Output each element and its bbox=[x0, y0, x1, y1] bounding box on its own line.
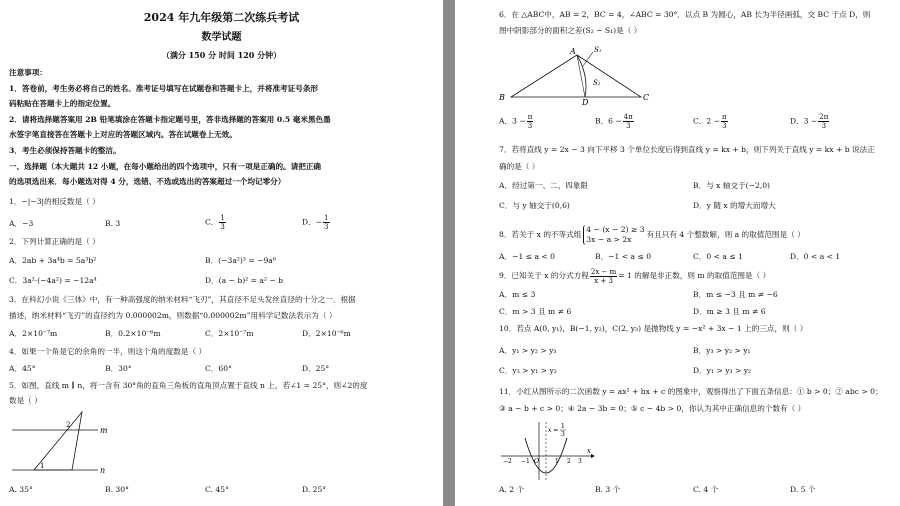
q8-inequality-1: 4 − (x − 2) ≥ 3 bbox=[586, 225, 645, 234]
q5-option-a: A. 35° bbox=[9, 485, 33, 494]
q5-option-c: C. 45° bbox=[205, 485, 229, 494]
segment-ad bbox=[577, 55, 585, 97]
q8-inequality-2: 3x − a > 2x bbox=[586, 235, 632, 244]
tick-1: 1 bbox=[555, 458, 559, 465]
triangle-abc bbox=[511, 55, 641, 97]
symmetry-den: 3 bbox=[561, 431, 565, 438]
tick-3: 3 bbox=[578, 458, 582, 465]
q5-stem-2: 数是（ ） bbox=[9, 396, 42, 405]
q8-stem: 8．若关于 x 的不等式组 4 − (x − 2) ≥ 3 3x − a > 2x 有且只有 4 个整数解，则 a 的取值范围是（ ） bbox=[499, 225, 805, 244]
q6-stem-1: 6．在 △ABC中，AB = 2，BC = 4，∠ABC = 30°．以点 B 为圆心，AB 长为半径画弧，交 BC 于点 D，则 bbox=[499, 10, 871, 19]
notice-1a: 1．答卷前，考生务必将自己的姓名、准考证号填写在试题卷和答题卡上，并将准考证号条形 bbox=[9, 84, 319, 93]
q10-option-a: A．y₁ > y₂ > y₃ bbox=[499, 346, 557, 355]
q11-stem-1: 11．小红从图所示的二次函数 y = ax² + bx + c 的图象中，观察得出了下面五条信息：① b > 0；② abc > 0； bbox=[499, 387, 883, 396]
q6-option-d: D．3 − $\frac{2\pi}{3}$ bbox=[790, 113, 829, 130]
q1-option-c: C． $\frac{1}{3}$ bbox=[205, 214, 225, 231]
symmetry-num: 1 bbox=[561, 423, 565, 430]
tick-minus-2: −2 bbox=[503, 458, 512, 465]
label-angle-2: 2 bbox=[66, 421, 71, 429]
q2-option-c: C．3a²·(−4a²) = −12a⁴ bbox=[9, 276, 97, 285]
section-heading-a: 一、选择题（本大题共 12 小题，在每小题给出的四个选项中，只有一项是正确的。请把正确 bbox=[9, 162, 322, 171]
notice-3: 3．考生必须保持答题卡的整洁。 bbox=[9, 146, 121, 155]
q1-option-a: A．−3 bbox=[9, 219, 34, 228]
q9-stem: 9．已知关于 x 的分式方程 $\frac{2x - m}{x + 3}$ = 1 的解是非正数，则 m 的取值范围是（ ） bbox=[499, 267, 771, 285]
q9-option-c: C．m > 3 且 m ≠ 6 bbox=[499, 307, 572, 316]
label-n: n bbox=[100, 466, 106, 475]
q3-option-b: B．0.2×10⁻⁶m bbox=[105, 329, 161, 338]
q8-option-c: C．0 < a ≤ 1 bbox=[693, 252, 743, 261]
label-B: B bbox=[499, 93, 505, 102]
exam-subject: 数学试题 bbox=[201, 32, 242, 43]
q7-option-a: A．经过第一、二、四象限 bbox=[499, 181, 589, 190]
notice-2a: 2．请将选择题答案用 2B 铅笔填涂在答题卡指定题号里，答非选择题的答案用 0.5 毫米黑色墨 bbox=[9, 115, 331, 124]
q10-option-d: D．y₁ > y₃ > y₂ bbox=[693, 366, 752, 375]
q7-stem-1: 7．若将直线 y = 2x − 3 向下平移 3 个单位长度后得到直线 y = kx + b，则下列关于直线 y = kx + b 说法正 bbox=[499, 145, 875, 154]
q4-option-c: C．60° bbox=[205, 364, 232, 373]
q2-option-d: D．(a − b)² = a² − b bbox=[205, 276, 284, 285]
q11-option-a: A. 2 个 bbox=[499, 485, 525, 494]
q9-option-b: B．m ≤ −3 且 m ≠ −6 bbox=[693, 290, 778, 299]
tick-origin: O bbox=[534, 458, 539, 465]
q7-option-d: D．y 随 x 的增大而增大 bbox=[693, 201, 776, 210]
exam-page-left bbox=[0, 0, 443, 506]
exam-meta: （满分 150 分 时间 120 分钟） bbox=[161, 50, 282, 60]
label-S2: S₂ bbox=[593, 79, 601, 87]
label-angle-1: 1 bbox=[40, 462, 45, 470]
q6-option-c: C．2 − $\frac{\pi}{3}$ bbox=[693, 113, 727, 130]
q5-option-b: B. 30° bbox=[105, 485, 129, 494]
tick-minus-1: −1 bbox=[521, 458, 530, 465]
q2-option-b: B．(−3a²)³ = −9a⁶ bbox=[205, 256, 276, 265]
q5-figure bbox=[12, 408, 112, 478]
q2-stem: 2．下列计算正确的是（ ） bbox=[9, 237, 100, 246]
label-m: m bbox=[100, 426, 108, 435]
q9-option-a: A．m ≤ 3 bbox=[499, 290, 536, 299]
q6-option-a: A．3 − $\frac{\pi}{3}$ bbox=[499, 113, 533, 130]
label-S1: S₁ bbox=[594, 46, 602, 54]
q7-option-b: B．与 x 轴交于(−2,0) bbox=[693, 181, 771, 190]
q4-option-d: D．25° bbox=[302, 364, 330, 373]
q6-figure bbox=[497, 40, 657, 106]
exam-page-right bbox=[455, 0, 900, 506]
q1-option-b: B. 3 bbox=[105, 219, 121, 228]
q1-stem: 1．−|−3|的相反数是（ ） bbox=[9, 197, 100, 206]
q11-figure bbox=[499, 418, 599, 482]
q10-option-c: C．y₃ > y₁ > y₂ bbox=[499, 366, 557, 375]
q8-option-a: A．−1 ≤ a < 0 bbox=[499, 252, 556, 261]
q8-option-b: B．−1 < a ≤ 0 bbox=[595, 252, 652, 261]
q9-option-d: D．m ≥ 3 且 m ≠ 6 bbox=[693, 307, 766, 316]
pointer-s1 bbox=[583, 52, 593, 66]
label-D: D bbox=[582, 98, 589, 106]
exam-title: 2024 年九年级第二次练兵考试 bbox=[143, 11, 300, 24]
q7-stem-2: 确的是（ ） bbox=[499, 162, 540, 171]
q4-stem: 4．如果一个角是它的余角的一半，则这个角的度数是（ ） bbox=[9, 347, 207, 356]
q6-option-b: B．6 − $\frac{4\pi}{3}$ bbox=[595, 113, 633, 130]
label-C: C bbox=[643, 93, 650, 102]
notice-2b: 水签字笔直接答在答题卡上对应的答题区域内。答在试题卷上无效。 bbox=[9, 130, 237, 139]
q11-option-d: D. 5 个 bbox=[790, 485, 816, 494]
q5-option-d: D. 25° bbox=[302, 485, 327, 494]
q8-option-d: D．0 < a < 1 bbox=[790, 252, 841, 261]
q3-option-a: A．2×10⁻⁷m bbox=[9, 329, 58, 338]
q3-stem-1: 3．在科幻小说《三体》中，有一种高强度的纳米材料“飞刃”，其直径不足头发丝直径的十分之一．根据 bbox=[9, 295, 356, 304]
label-A: A bbox=[570, 47, 576, 56]
q3-option-d: D．2×10⁻⁶m bbox=[302, 329, 351, 338]
q5-stem-1: 5．如图，直线 m ∥ n，将一含有 30°角的直角三角板的直角顶点置于直线 n 上，若∠1 = 25°，则∠2的度 bbox=[9, 381, 368, 390]
q11-option-c: C. 4 个 bbox=[693, 485, 719, 494]
q7-option-c: C．与 y 轴交于(0,6) bbox=[499, 201, 570, 210]
symmetry-label: x = bbox=[548, 427, 559, 434]
q11-option-b: B. 3 个 bbox=[595, 485, 621, 494]
section-heading-b: 的选项选出来．每小题选对得 4 分，选错、不选或选出的答案超过一个均记零分） bbox=[9, 177, 286, 186]
x-axis-arrow bbox=[591, 454, 595, 458]
q4-option-a: A．45° bbox=[9, 364, 36, 373]
tick-2: 2 bbox=[567, 458, 571, 465]
q10-option-b: B．y₃ > y₂ > y₁ bbox=[693, 346, 751, 355]
q3-option-c: C．2×10⁻⁷m bbox=[205, 329, 254, 338]
q4-option-b: B．30° bbox=[105, 364, 132, 373]
q1-option-d: D．− $\frac{1}{3}$ bbox=[302, 214, 329, 231]
q6-stem-2: 图中阴影部分的面积之差(S₂ − S₁)是（ ） bbox=[499, 26, 642, 35]
notice-heading: 注意事项： bbox=[9, 68, 47, 77]
q10-stem: 10．若点 A(0, y₁)，B(−1, y₂)，C(2, y₃) 是抛物线 y = −x² + 3x − 1 上的三点，则（ ） bbox=[499, 324, 808, 333]
q3-stem-2: 描述，纳米材料“飞刃”的直径约为 0.000002m，则数据“0.000002m”用科学记数法表示为（ ） bbox=[9, 311, 337, 320]
q11-stem-2: ③ a − b + c > 0；④ 2a − 3b = 0；⑤ c − 4b > 0，你认为其中正确信息的个数有（ ） bbox=[499, 404, 806, 413]
q2-option-a: A．2ab + 3a⁴b = 5a³b² bbox=[9, 256, 97, 265]
notice-1b: 码粘贴在答题卡上的指定位置。 bbox=[9, 99, 116, 108]
label-x: x bbox=[587, 447, 591, 455]
